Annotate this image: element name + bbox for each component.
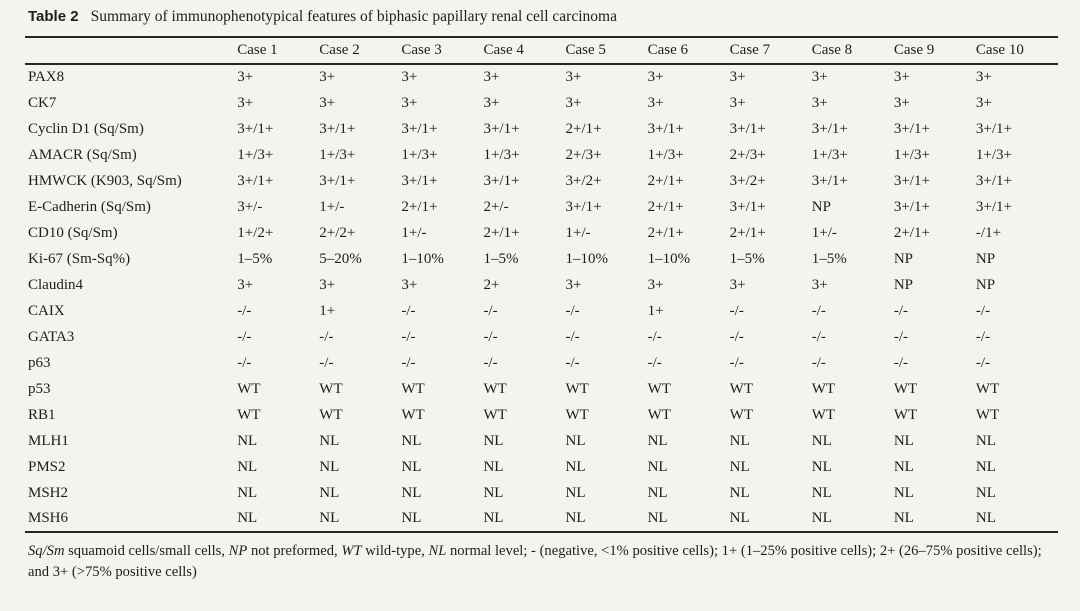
table-cell: 1–10% <box>565 250 609 267</box>
row-label: MSH6 <box>28 510 69 526</box>
row-label: PMS2 <box>28 458 66 475</box>
table-cell: NL <box>893 510 914 526</box>
table-cell: 3+ <box>237 276 254 293</box>
table-cell: -/- <box>893 328 908 345</box>
table-cell: 3+ <box>893 69 910 85</box>
table-cell: 3+ <box>565 276 582 293</box>
footnote-segment: NL <box>428 543 447 559</box>
table-cell: 1+/- <box>401 224 427 241</box>
row-label: AMACR (Sq/Sm) <box>28 146 137 163</box>
table-cell: NL <box>729 432 750 449</box>
table-cell: NL <box>483 458 504 475</box>
table-cell: -/- <box>975 354 991 371</box>
table-row <box>25 506 1058 532</box>
table-cell: -/- <box>811 354 826 371</box>
table-cell: NL <box>811 432 832 449</box>
table-cell: NP <box>893 250 914 267</box>
table-cell: 3+ <box>237 69 254 85</box>
table-row <box>25 324 1058 350</box>
footnote-segment: not preformed, <box>247 543 342 559</box>
table-cell: 1+/3+ <box>811 146 848 163</box>
table-body <box>25 64 1058 532</box>
table-cell: NP <box>811 198 831 215</box>
table-cell: NL <box>401 484 422 501</box>
table-cell: NL <box>483 432 504 449</box>
table-cell: NP <box>975 276 996 293</box>
table-cell: -/- <box>811 328 826 345</box>
table-cell: 2+/1+ <box>729 224 766 241</box>
table-cell: NL <box>975 484 996 501</box>
table-cell: 1+/3+ <box>975 146 1012 163</box>
table-cell: 1+/3+ <box>401 146 438 163</box>
table-cell: WT <box>893 380 918 397</box>
table-cell: NL <box>975 458 996 475</box>
table-cell: 3+/1+ <box>565 198 602 215</box>
table-cell: -/- <box>647 328 662 345</box>
table-row <box>25 168 1058 194</box>
table-cell: 2+/- <box>483 198 509 215</box>
table-cell: 2+/1+ <box>565 120 602 137</box>
table-cell: -/- <box>729 354 744 371</box>
table-cell: NL <box>729 458 750 475</box>
table-cell: WT <box>401 406 425 423</box>
table-cell: NL <box>319 510 340 526</box>
table-cell: 3+/1+ <box>975 120 1012 137</box>
column-header: Case 8 <box>811 41 853 58</box>
column-header: Case 7 <box>729 41 771 58</box>
table-cell: 2+/1+ <box>483 224 520 241</box>
table-cell: 3+/1+ <box>237 120 274 137</box>
table-cell: 1+/3+ <box>237 146 274 163</box>
table-label: Table 2 <box>28 8 79 25</box>
table-cell: -/- <box>975 302 991 319</box>
table-cell: NL <box>811 510 832 526</box>
row-label: RB1 <box>28 406 56 423</box>
table-cell: -/- <box>811 302 826 319</box>
column-header: Case 3 <box>401 41 442 58</box>
table-cell: 2+/1+ <box>647 198 684 215</box>
table-cell: 1+/- <box>811 224 837 241</box>
table-cell: WT <box>729 380 753 397</box>
row-label: p63 <box>28 354 51 371</box>
table-row <box>25 64 1058 90</box>
row-label: MLH1 <box>28 432 69 449</box>
table-cell: 3+ <box>647 69 664 85</box>
table-cell: 3+/1+ <box>811 172 848 189</box>
table-cell: 3+/1+ <box>237 172 274 189</box>
table-cell: 3+/1+ <box>647 120 684 137</box>
table-cell: NL <box>893 432 914 449</box>
table-cell: NL <box>565 458 586 475</box>
table-cell: 1+/3+ <box>483 146 520 163</box>
table-cell: -/- <box>319 328 334 345</box>
table-cell: -/- <box>237 354 252 371</box>
table-cell: 1+/- <box>319 198 345 215</box>
footnote-segment: WT <box>341 543 362 559</box>
table-row <box>25 428 1058 454</box>
table-cell: -/- <box>729 328 744 345</box>
row-label: CD10 (Sq/Sm) <box>28 224 118 241</box>
table-cell: 3+/1+ <box>975 198 1012 215</box>
table-cell: -/- <box>893 302 908 319</box>
table-cell: NL <box>237 458 258 475</box>
table-cell: NL <box>401 458 422 475</box>
table-cell: 3+/1+ <box>893 198 930 215</box>
row-label: p53 <box>28 380 51 397</box>
table-cell: 3+ <box>401 94 418 111</box>
table-cell: NL <box>811 484 832 501</box>
table-cell: 3+ <box>483 94 500 111</box>
table-cell: -/- <box>483 354 498 371</box>
table-cell: 1+/- <box>565 224 591 241</box>
header-row <box>25 37 1058 64</box>
table-cell: 1–5% <box>811 250 847 267</box>
table-cell: 1–10% <box>401 250 444 267</box>
footnote-segment: NP <box>228 543 248 559</box>
table-cell: WT <box>647 380 671 397</box>
table-cell: NL <box>565 510 586 526</box>
table-cell: WT <box>237 406 261 423</box>
table-cell: -/- <box>565 354 580 371</box>
table-row <box>25 272 1058 298</box>
table-cell: 3+ <box>893 94 910 111</box>
table-cell: 3+/1+ <box>401 120 438 137</box>
table-cell: NL <box>975 510 996 526</box>
table-row <box>25 220 1058 246</box>
table-cell: NL <box>893 484 914 501</box>
table-cell: WT <box>483 380 507 397</box>
table-cell: 3+ <box>729 94 746 111</box>
table-cell: 3+ <box>565 94 582 111</box>
footnote-segment: Sq/Sm <box>28 543 65 559</box>
table-cell: 3+/1+ <box>319 120 356 137</box>
table-cell: 3+ <box>401 276 418 293</box>
row-label: E-Cadherin (Sq/Sm) <box>28 198 151 215</box>
table-cell: 3+ <box>811 69 828 85</box>
table-cell: WT <box>647 406 671 423</box>
table-cell: 3+/2+ <box>565 172 602 189</box>
row-label: PAX8 <box>28 69 65 85</box>
table-cell: 1–5% <box>729 250 765 267</box>
column-header: Case 5 <box>565 41 606 58</box>
table-cell: 3+/1+ <box>729 120 766 137</box>
table-cell: -/- <box>565 328 580 345</box>
table-row <box>25 454 1058 480</box>
table-cell: WT <box>483 406 507 423</box>
table-cell: 3+ <box>975 69 992 85</box>
table-row <box>25 298 1058 324</box>
footnote-segment: normal level; - (negative, <1% positive cells); 1+ (1–25% positive cells); 2+ (26–75% positive cells); and 3+ (>75% positive cells) <box>28 543 1042 580</box>
table-head <box>25 37 1058 64</box>
table-cell: 2+/1+ <box>647 224 684 241</box>
table-cell: 1+/2+ <box>237 224 274 241</box>
column-header: Case 9 <box>893 41 935 58</box>
footnote-segment: squamoid cells/small cells, <box>64 543 229 559</box>
table-cell: 3+ <box>319 276 336 293</box>
table-cell: 1+/3+ <box>319 146 356 163</box>
table-cell: 2+ <box>483 276 500 293</box>
table-cell: 3+/1+ <box>319 172 356 189</box>
table-cell: 3+ <box>811 276 828 293</box>
table-cell: -/- <box>565 302 580 319</box>
row-label: Claudin4 <box>28 276 83 293</box>
table-cell: NL <box>237 510 258 526</box>
table-cell: 3+/1+ <box>729 198 766 215</box>
table-cell: 3+ <box>647 94 664 111</box>
table-cell: NL <box>237 484 258 501</box>
table-cell: 3+/1+ <box>483 120 520 137</box>
table-cell: WT <box>975 380 1000 397</box>
row-label: Cyclin D1 (Sq/Sm) <box>28 120 144 137</box>
table-cell: 3+/1+ <box>975 172 1012 189</box>
table-row <box>25 376 1058 402</box>
row-label: CAIX <box>28 302 65 319</box>
table-cell: 3+/1+ <box>811 120 848 137</box>
table-cell: WT <box>811 406 836 423</box>
table-cell: 3+ <box>647 276 664 293</box>
table-cell: 3+ <box>729 69 746 85</box>
table-cell: NL <box>565 484 586 501</box>
table-cell: 1+/3+ <box>647 146 684 163</box>
table-cell: NL <box>647 484 668 501</box>
table-cell: NL <box>319 458 340 475</box>
table-row <box>25 350 1058 376</box>
table-cell: 3+ <box>319 94 336 111</box>
table-cell: WT <box>729 406 753 423</box>
table-cell: 3+/1+ <box>893 120 930 137</box>
table-cell: WT <box>811 380 836 397</box>
footnote-segment: wild-type, <box>361 543 429 559</box>
table-cell: NL <box>647 432 668 449</box>
table-cell: -/- <box>237 328 252 345</box>
table-row <box>25 246 1058 272</box>
table-cell: NL <box>483 484 504 501</box>
table-cell: 1–5% <box>483 250 519 267</box>
table-cell: -/- <box>237 302 252 319</box>
table-cell: 3+ <box>237 94 254 111</box>
table-cell: -/- <box>401 302 416 319</box>
table-cell: 1+/3+ <box>893 146 930 163</box>
table-cell: 3+ <box>975 94 992 111</box>
table-cell: 2+/1+ <box>893 224 930 241</box>
table-cell: 2+/1+ <box>647 172 684 189</box>
table-cell: 3+/2+ <box>729 172 766 189</box>
table-title: Summary of immunophenotypical features of biphasic papillary renal cell carcinoma <box>90 8 617 25</box>
table-cell: 3+/- <box>237 198 263 215</box>
table-cell: -/- <box>729 302 744 319</box>
table-row <box>25 116 1058 142</box>
table-cell: -/- <box>893 354 908 371</box>
table-cell: 3+ <box>401 69 418 85</box>
table-cell: NL <box>811 458 832 475</box>
table-cell: 1–5% <box>237 250 273 267</box>
table-cell: 3+/1+ <box>893 172 930 189</box>
row-label: HMWCK (K903, Sq/Sm) <box>28 172 182 189</box>
table-cell: WT <box>893 406 918 423</box>
table-cell: 3+ <box>319 69 336 85</box>
table-cell: 5–20% <box>319 250 362 267</box>
column-header: Case 1 <box>237 41 278 58</box>
table-cell: NL <box>729 510 750 526</box>
table-cell: NL <box>893 458 914 475</box>
table-cell: -/- <box>483 302 498 319</box>
table-cell: 1+ <box>647 302 664 319</box>
table-cell: WT <box>401 380 425 397</box>
table-row <box>25 142 1058 168</box>
table-row <box>25 402 1058 428</box>
table-cell: NL <box>483 510 504 526</box>
table-cell: NL <box>319 484 340 501</box>
column-header: Case 4 <box>483 41 524 58</box>
table-cell: WT <box>565 406 589 423</box>
footnote <box>28 541 1061 582</box>
table-cell: NP <box>893 276 914 293</box>
table-cell: WT <box>319 406 343 423</box>
table-cell: 3+ <box>565 69 582 85</box>
table-cell: 2+/3+ <box>729 146 766 163</box>
table-row <box>25 194 1058 220</box>
table-cell: 3+ <box>483 69 500 85</box>
table-cell: NL <box>975 432 996 449</box>
table-cell: 2+/2+ <box>319 224 356 241</box>
table-row <box>25 480 1058 506</box>
row-label: Ki-67 (Sm-Sq%) <box>28 250 131 267</box>
table-cell: NL <box>401 510 422 526</box>
table-cell: NL <box>647 458 668 475</box>
table-cell: NL <box>729 484 750 501</box>
table-cell: 2+/1+ <box>401 198 438 215</box>
table-cell: -/- <box>647 354 662 371</box>
immunophenotype-table <box>25 36 1058 533</box>
column-header: Case 6 <box>647 41 689 58</box>
table-cell: NL <box>319 432 340 449</box>
table-cell: 3+ <box>811 94 828 111</box>
table-cell: WT <box>565 380 589 397</box>
table-cell: -/- <box>401 328 416 345</box>
table-cell: NP <box>975 250 996 267</box>
table-row <box>25 90 1058 116</box>
table-cell: WT <box>975 406 1000 423</box>
table-cell: -/- <box>975 328 991 345</box>
table-cell: 2+/3+ <box>565 146 602 163</box>
table-cell: -/- <box>401 354 416 371</box>
table-cell: -/- <box>483 328 498 345</box>
table-cell: 3+/1+ <box>483 172 520 189</box>
table-cell: -/- <box>319 354 334 371</box>
table-cell: NL <box>401 432 422 449</box>
row-label: CK7 <box>28 94 57 111</box>
row-label: MSH2 <box>28 484 69 501</box>
column-header: Case 2 <box>319 41 360 58</box>
table-cell: 3+ <box>729 276 746 293</box>
table-cell: WT <box>237 380 261 397</box>
table-cell: NL <box>647 510 668 526</box>
table-cell: NL <box>565 432 586 449</box>
column-header: Case 10 <box>975 41 1024 58</box>
row-label: GATA3 <box>28 328 75 345</box>
table-cell: WT <box>319 380 343 397</box>
corner-cell <box>25 37 237 64</box>
table-cell: 1–10% <box>647 250 691 267</box>
table-cell: NL <box>237 432 258 449</box>
table-caption <box>28 7 1058 27</box>
table-cell: -/1+ <box>975 224 1002 241</box>
table-cell: 1+ <box>319 302 336 319</box>
table-cell: 3+/1+ <box>401 172 438 189</box>
